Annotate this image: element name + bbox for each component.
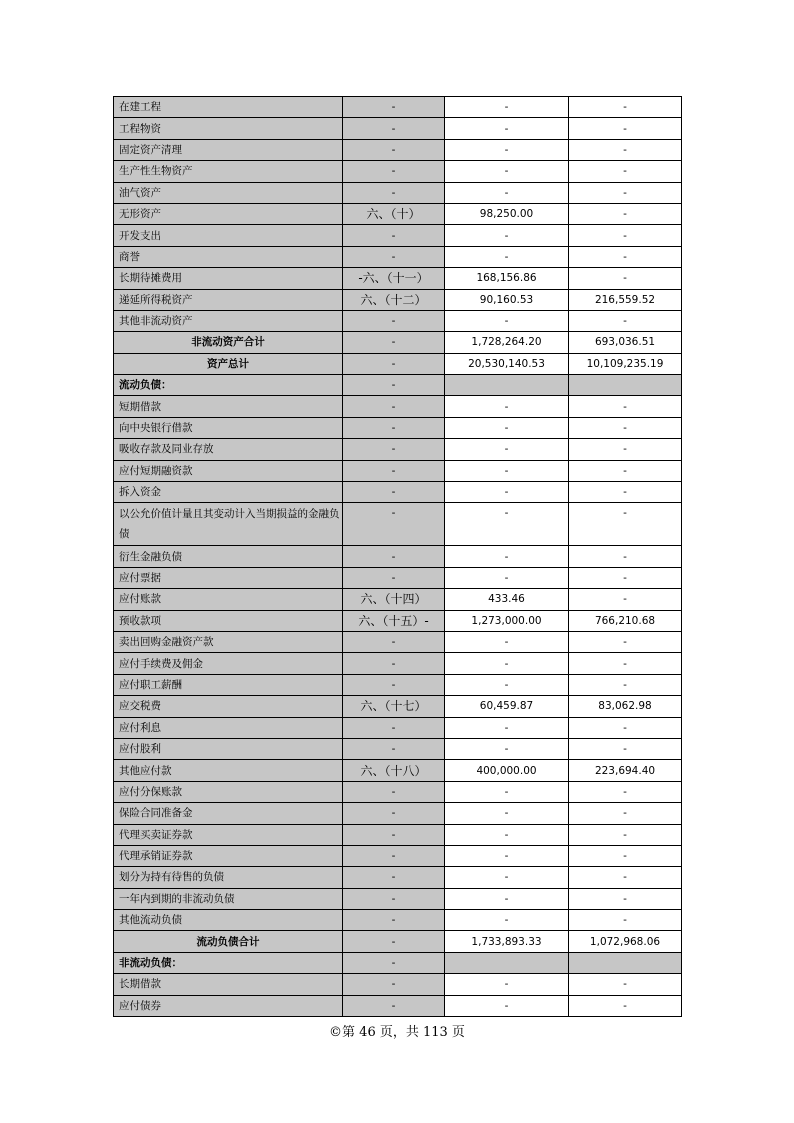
item-name-cell: 衍生金融负债 [114, 546, 343, 567]
prior-period-cell: - [569, 439, 682, 460]
current-period-cell: - [445, 460, 569, 481]
note-cell: - [343, 845, 445, 866]
current-period-cell: - [445, 845, 569, 866]
note-cell: 六、（十七） [343, 696, 445, 717]
item-name-cell: 应付短期融资款 [114, 460, 343, 481]
prior-period-cell: 693,036.51 [569, 332, 682, 353]
current-period-cell: - [445, 653, 569, 674]
prior-period-cell: 216,559.52 [569, 289, 682, 310]
item-name-cell: 预收款项 [114, 610, 343, 631]
current-period-cell: 98,250.00 [445, 203, 569, 224]
current-period-cell: - [445, 482, 569, 503]
prior-period-cell: - [569, 738, 682, 759]
prior-period-cell: - [569, 546, 682, 567]
note-cell: -六、（十一） [343, 268, 445, 289]
note-cell: - [343, 974, 445, 995]
item-name-cell: 保险合同准备金 [114, 803, 343, 824]
current-period-cell: - [445, 225, 569, 246]
table-row [114, 674, 682, 695]
table-row [114, 589, 682, 610]
table-row [114, 781, 682, 802]
item-name-cell: 其他流动负债 [114, 910, 343, 931]
item-name-cell: 应交税费 [114, 696, 343, 717]
item-name-cell: 应付票据 [114, 567, 343, 588]
current-period-cell: 1,273,000.00 [445, 610, 569, 631]
prior-period-cell: - [569, 781, 682, 802]
note-cell: - [343, 246, 445, 267]
item-name-cell: 应付债券 [114, 995, 343, 1016]
table-row [114, 310, 682, 331]
item-name-cell: 在建工程 [114, 97, 343, 118]
item-name-cell: 长期待摊费用 [114, 268, 343, 289]
prior-period-cell: - [569, 417, 682, 438]
prior-period-cell: - [569, 717, 682, 738]
current-period-cell: 1,728,264.20 [445, 332, 569, 353]
current-period-cell: - [445, 439, 569, 460]
item-name-cell: 长期借款 [114, 974, 343, 995]
note-cell: - [343, 803, 445, 824]
prior-period-cell: - [569, 203, 682, 224]
prior-period-cell [569, 952, 682, 973]
item-name-cell: 流动负债合计 [114, 931, 343, 952]
prior-period-cell: - [569, 589, 682, 610]
table-row [114, 910, 682, 931]
table-row [114, 482, 682, 503]
table-row [114, 974, 682, 995]
prior-period-cell: - [569, 161, 682, 182]
current-period-cell: - [445, 503, 569, 546]
item-name-cell: 其他非流动资产 [114, 310, 343, 331]
item-name-cell: 应付利息 [114, 717, 343, 738]
note-cell: - [343, 910, 445, 931]
item-name-cell: 非流动资产合计 [114, 332, 343, 353]
table-row [114, 867, 682, 888]
note-cell: - [343, 653, 445, 674]
table-row [114, 952, 682, 973]
prior-period-cell: - [569, 567, 682, 588]
table-row [114, 717, 682, 738]
table-row [114, 289, 682, 310]
current-period-cell [445, 375, 569, 396]
prior-period-cell: - [569, 653, 682, 674]
prior-period-cell: 766,210.68 [569, 610, 682, 631]
prior-period-cell: - [569, 995, 682, 1016]
item-name-cell: 油气资产 [114, 182, 343, 203]
current-period-cell: - [445, 246, 569, 267]
note-cell: - [343, 182, 445, 203]
note-cell: - [343, 931, 445, 952]
current-period-cell: - [445, 867, 569, 888]
table-row [114, 824, 682, 845]
table-row [114, 760, 682, 781]
prior-period-cell: - [569, 631, 682, 652]
note-cell: - [343, 439, 445, 460]
note-cell: - [343, 353, 445, 374]
item-name-cell: 递延所得税资产 [114, 289, 343, 310]
table-row [114, 225, 682, 246]
table-row [114, 161, 682, 182]
prior-period-cell: - [569, 824, 682, 845]
note-cell: - [343, 396, 445, 417]
current-period-cell: - [445, 717, 569, 738]
item-name-cell: 应付账款 [114, 589, 343, 610]
item-name-cell: 应付分保账款 [114, 781, 343, 802]
note-cell: - [343, 674, 445, 695]
item-name-cell: 以公允价值计量且其变动计入当期损益的金融负债 [114, 503, 343, 546]
current-period-cell: - [445, 781, 569, 802]
table-row [114, 845, 682, 866]
note-cell: - [343, 310, 445, 331]
note-cell: 六、（十二） [343, 289, 445, 310]
prior-period-cell: 83,062.98 [569, 696, 682, 717]
prior-period-cell: - [569, 97, 682, 118]
note-cell: 六、（十四） [343, 589, 445, 610]
current-period-cell: - [445, 97, 569, 118]
current-period-cell: - [445, 674, 569, 695]
note-cell: - [343, 952, 445, 973]
table-row [114, 696, 682, 717]
item-name-cell: 非流动负债： [114, 952, 343, 973]
prior-period-cell: - [569, 225, 682, 246]
current-period-cell: - [445, 118, 569, 139]
current-period-cell: - [445, 567, 569, 588]
table-row [114, 246, 682, 267]
current-period-cell: - [445, 888, 569, 909]
item-name-cell: 代理承销证券款 [114, 845, 343, 866]
note-cell: - [343, 995, 445, 1016]
note-cell: - [343, 781, 445, 802]
note-cell: - [343, 460, 445, 481]
item-name-cell: 生产性生物资产 [114, 161, 343, 182]
table-row [114, 503, 682, 546]
prior-period-cell: - [569, 310, 682, 331]
note-cell: - [343, 332, 445, 353]
prior-period-cell: - [569, 845, 682, 866]
table-row [114, 546, 682, 567]
prior-period-cell: 223,694.40 [569, 760, 682, 781]
current-period-cell: - [445, 417, 569, 438]
current-period-cell: - [445, 161, 569, 182]
table-row [114, 353, 682, 374]
note-cell: 六、（十八） [343, 760, 445, 781]
item-name-cell: 吸收存款及同业存放 [114, 439, 343, 460]
table-row [114, 118, 682, 139]
note-cell: - [343, 567, 445, 588]
current-period-cell: - [445, 738, 569, 759]
current-period-cell: - [445, 995, 569, 1016]
note-cell: - [343, 824, 445, 845]
table-row [114, 439, 682, 460]
item-name-cell: 一年内到期的非流动负债 [114, 888, 343, 909]
current-period-cell: 20,530,140.53 [445, 353, 569, 374]
note-cell: 六、（十五）- [343, 610, 445, 631]
current-period-cell: 433.46 [445, 589, 569, 610]
table-row [114, 203, 682, 224]
item-name-cell: 划分为持有待售的负债 [114, 867, 343, 888]
balance-sheet-table [113, 96, 682, 1017]
prior-period-cell: - [569, 482, 682, 503]
current-period-cell: - [445, 974, 569, 995]
prior-period-cell: - [569, 118, 682, 139]
note-cell: - [343, 375, 445, 396]
current-period-cell: - [445, 824, 569, 845]
prior-period-cell: 1,072,968.06 [569, 931, 682, 952]
table-row [114, 738, 682, 759]
balance-sheet-body [114, 97, 682, 1017]
note-cell: - [343, 161, 445, 182]
note-cell: - [343, 717, 445, 738]
item-name-cell: 代理买卖证券款 [114, 824, 343, 845]
table-row [114, 888, 682, 909]
table-row [114, 182, 682, 203]
table-row [114, 995, 682, 1016]
note-cell: - [343, 139, 445, 160]
current-period-cell: 60,459.87 [445, 696, 569, 717]
item-name-cell: 卖出回购金融资产款 [114, 631, 343, 652]
item-name-cell: 应付职工薪酬 [114, 674, 343, 695]
prior-period-cell: - [569, 246, 682, 267]
table-row [114, 139, 682, 160]
item-name-cell: 开发支出 [114, 225, 343, 246]
note-cell: - [343, 225, 445, 246]
note-cell: - [343, 417, 445, 438]
prior-period-cell: - [569, 139, 682, 160]
table-row [114, 332, 682, 353]
prior-period-cell: - [569, 974, 682, 995]
table-row [114, 97, 682, 118]
item-name-cell: 工程物资 [114, 118, 343, 139]
item-name-cell: 无形资产 [114, 203, 343, 224]
note-cell: - [343, 867, 445, 888]
prior-period-cell: - [569, 503, 682, 546]
current-period-cell: - [445, 396, 569, 417]
table-row [114, 396, 682, 417]
note-cell: - [343, 888, 445, 909]
note-cell: - [343, 97, 445, 118]
item-name-cell: 拆入资金 [114, 482, 343, 503]
table-row [114, 610, 682, 631]
table-row [114, 931, 682, 952]
note-cell: - [343, 631, 445, 652]
note-cell: 六、（十） [343, 203, 445, 224]
table-row [114, 460, 682, 481]
table-row [114, 567, 682, 588]
item-name-cell: 商誉 [114, 246, 343, 267]
note-cell: - [343, 503, 445, 546]
item-name-cell: 流动负债： [114, 375, 343, 396]
table-row [114, 803, 682, 824]
current-period-cell: - [445, 803, 569, 824]
item-name-cell: 应付股利 [114, 738, 343, 759]
prior-period-cell: - [569, 674, 682, 695]
item-name-cell: 短期借款 [114, 396, 343, 417]
item-name-cell: 向中央银行借款 [114, 417, 343, 438]
current-period-cell: - [445, 546, 569, 567]
current-period-cell [445, 952, 569, 973]
current-period-cell: 1,733,893.33 [445, 931, 569, 952]
note-cell: - [343, 482, 445, 503]
note-cell: - [343, 118, 445, 139]
current-period-cell: - [445, 139, 569, 160]
prior-period-cell: - [569, 803, 682, 824]
current-period-cell: - [445, 182, 569, 203]
current-period-cell: 168,156.86 [445, 268, 569, 289]
prior-period-cell [569, 375, 682, 396]
current-period-cell: 400,000.00 [445, 760, 569, 781]
prior-period-cell: - [569, 182, 682, 203]
item-name-cell: 资产总计 [114, 353, 343, 374]
current-period-cell: - [445, 631, 569, 652]
item-name-cell: 应付手续费及佣金 [114, 653, 343, 674]
current-period-cell: 90,160.53 [445, 289, 569, 310]
prior-period-cell: 10,109,235.19 [569, 353, 682, 374]
prior-period-cell: - [569, 460, 682, 481]
page-footer: ©第 46 页，共 113 页 [329, 1025, 465, 1040]
table-row [114, 631, 682, 652]
current-period-cell: - [445, 310, 569, 331]
note-cell: - [343, 546, 445, 567]
item-name-cell: 其他应付款 [114, 760, 343, 781]
table-row [114, 417, 682, 438]
item-name-cell: 固定资产清理 [114, 139, 343, 160]
table-row [114, 268, 682, 289]
prior-period-cell: - [569, 867, 682, 888]
note-cell: - [343, 738, 445, 759]
table-row [114, 375, 682, 396]
prior-period-cell: - [569, 396, 682, 417]
prior-period-cell: - [569, 888, 682, 909]
prior-period-cell: - [569, 910, 682, 931]
table-row [114, 653, 682, 674]
prior-period-cell: - [569, 268, 682, 289]
current-period-cell: - [445, 910, 569, 931]
